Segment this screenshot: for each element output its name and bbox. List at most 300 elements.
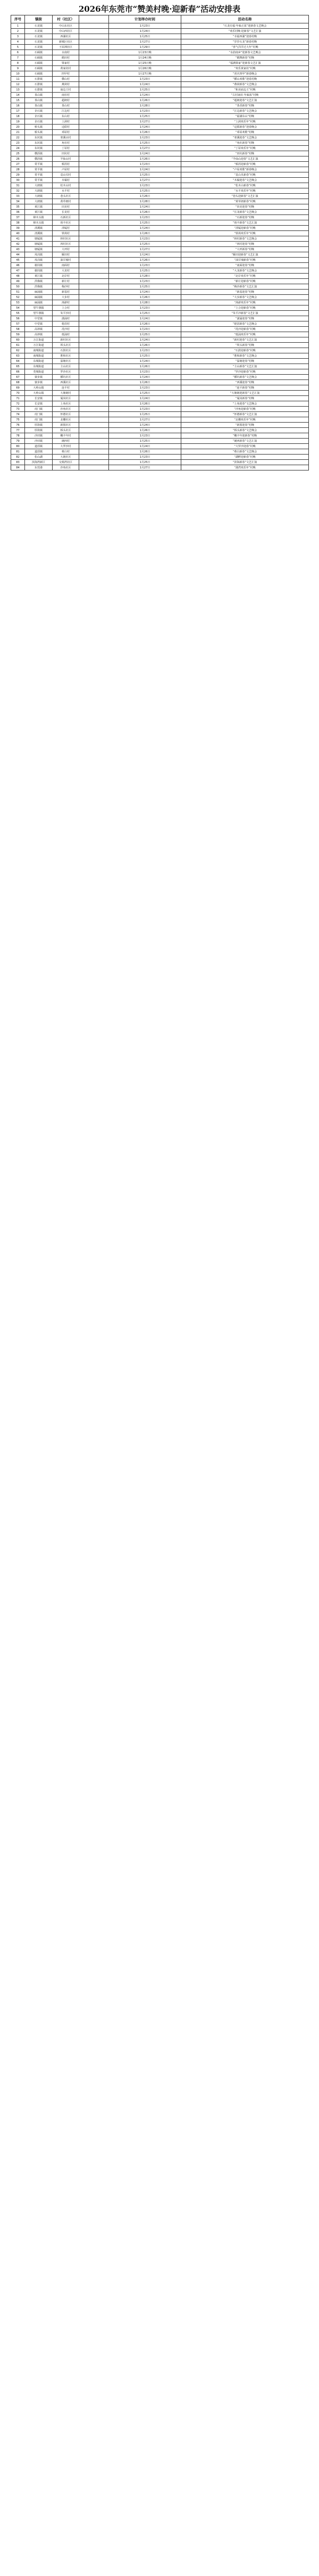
cell-venue [79,359,109,364]
table-row [11,252,309,258]
cell-village: 沙角社区 [53,407,79,412]
cell-venue [79,284,109,290]
cell-village: 怀德社区 [53,412,79,417]
cell-time: 1月26日 [109,428,181,433]
table-row [11,380,309,385]
cell-town: 石龙镇 [25,23,53,29]
cell-venue [79,103,109,109]
cell-village: 中山西社区 [53,29,79,34]
cell-time: 1月26日 [109,401,181,407]
cell-name: “港湾欢乐年”村晚 [181,465,309,470]
cell-village: 大塘朗村 [53,391,79,396]
cell-no: 69 [11,385,25,391]
table-row [11,39,309,45]
table-row [11,274,309,279]
cell-name: “裕丰新春”文艺汇演 [181,220,309,226]
cell-name: “槎滘新春”文艺晚会 [181,321,309,327]
cell-venue [79,279,109,284]
cell-time: 1月28日 [109,199,181,204]
cell-venue [79,268,109,274]
table-row [11,119,309,125]
table-row [11,188,309,194]
cell-no: 64 [11,359,25,364]
cell-no: 80 [11,444,25,449]
cell-time: 1月27日晚 [109,71,181,77]
cell-venue [79,93,109,98]
cell-time: 1月27日 [109,39,181,45]
cell-town: 常平镇 [25,172,53,178]
cell-town: 樟木头镇 [25,220,53,226]
table-row [11,348,309,353]
cell-no: 76 [11,423,25,428]
table-row [11,210,309,215]
header-row [11,15,309,23]
cell-town: 企石镇 [25,114,53,119]
cell-no: 67 [11,375,25,380]
cell-name: “邓屋欢歌”村晚 [181,130,309,135]
cell-town: 东莞港 [25,465,53,470]
cell-time: 1月24日 [109,396,181,401]
cell-no: 22 [11,135,25,141]
cell-town: 虎门镇 [25,417,53,423]
cell-name: “滨海新春”文艺汇演 [181,460,309,465]
cell-name: “新基迎春”村晚 [181,290,309,295]
table-row [11,162,309,167]
cell-venue [79,444,109,449]
cell-venue [79,391,109,396]
cell-venue [79,242,109,247]
cell-time: 1月24日 [109,82,181,87]
table-row [11,23,309,29]
cell-town: 塘厦镇 [25,247,53,252]
cell-no: 8 [11,61,25,66]
cell-time: 1月25日 [109,114,181,119]
cell-time: 1月23日 [109,385,181,391]
table-row [11,396,309,401]
cell-town: 塘厦镇 [25,242,53,247]
cell-no: 47 [11,268,25,274]
cell-time: 1月26日 [109,364,181,369]
cell-venue [79,71,109,77]
cell-venue [79,130,109,135]
table-row [11,375,309,380]
table-row [11,279,309,284]
cell-town: 南城街道 [25,348,53,353]
cell-village: 东山村 [53,114,79,119]
cell-venue [79,423,109,428]
cell-village: 南社村 [53,93,79,98]
cell-village: 袁山贝村 [53,172,79,178]
schedule-table [11,15,309,470]
cell-no: 75 [11,417,25,423]
cell-name: “石龙有福·年味正浓”迎新春文艺晚会 [181,23,309,29]
cell-venue [79,141,109,146]
cell-venue [79,380,109,385]
cell-name: “鹤舞新春”村晚 [181,55,309,61]
cell-no: 11 [11,77,25,82]
cell-village: 新庄村 [53,279,79,284]
table-row [11,98,309,103]
cell-village: 冼沙村 [53,327,79,332]
table-row [11,135,309,141]
cell-village: 寒溪水村 [53,135,79,141]
cell-venue [79,455,109,460]
cell-time: 1月25日 [109,332,181,337]
cell-time: 1月26日 [109,258,181,263]
cell-village: 北岸村 [53,274,79,279]
cell-village: 温塘社区 [53,359,79,364]
cell-venue [79,385,109,391]
cell-name: “上合迎新春”村晚 [181,306,309,311]
table-row [11,50,309,55]
cell-town: 石排镇 [25,77,53,82]
cell-town: 东坑镇 [25,146,53,151]
cell-time: 1月27日 [109,119,181,125]
cell-venue [79,311,109,316]
cell-venue [79,401,109,407]
table-row [11,151,309,156]
cell-name: “水平欢乐年”村晚 [181,188,309,194]
table-row [11,327,309,332]
cell-no: 3 [11,34,25,39]
cell-village: 低涌村 [53,332,79,337]
cell-time: 1月25日 [109,188,181,194]
cell-time: 1月25日 [109,34,181,39]
cell-town: 樟木头镇 [25,215,53,220]
table-row [11,130,309,135]
table-row [11,194,309,199]
cell-time: 1月23日晚 [109,50,181,55]
cell-time: 1月26日晚 [109,66,181,71]
cell-time: 1月25日 [109,242,181,247]
cell-name: “江边新春”文艺晚会 [181,109,309,114]
table-row [11,284,309,290]
table-row [11,156,309,162]
cell-village: 巷头社区 [53,194,79,199]
cell-town: 寮步镇 [25,380,53,385]
cell-town: 茶山镇 [25,93,53,98]
cell-town: 松山湖 [25,455,53,460]
cell-venue [79,114,109,119]
cell-venue [79,417,109,423]
cell-town: 高埗镇 [25,327,53,332]
cell-village: 水南村 [53,50,79,55]
cell-village: 中山东社区 [53,23,79,29]
cell-name: “角社新春”村晚 [181,141,309,146]
cell-village: 丁屋村 [53,146,79,151]
table-row [11,295,309,300]
cell-venue [79,321,109,327]
cell-no: 32 [11,188,25,194]
cell-no: 49 [11,279,25,284]
cell-no: 66 [11,369,25,375]
cell-time: 1月23日 [109,279,181,284]
cell-venue [79,306,109,311]
cell-time: 1月23日 [109,109,181,114]
cell-time: 1月24日 [109,204,181,210]
cell-no: 30 [11,178,25,183]
cell-town: 望牛墩镇 [25,311,53,316]
cell-no: 39 [11,226,25,231]
table-row [11,391,309,396]
cell-no: 9 [11,66,25,71]
table-row [11,263,309,268]
cell-time: 1月24日 [109,423,181,428]
table-body [11,23,309,470]
cell-name: “巷头迎新春”文艺汇演 [181,194,309,199]
cell-town: 东坑镇 [25,135,53,141]
cell-venue [79,258,109,263]
cell-venue [79,439,109,444]
cell-venue [79,343,109,348]
header-venue [79,15,109,23]
cell-venue [79,66,109,71]
table-row [11,369,309,375]
cell-town: 企石镇 [25,119,53,125]
table-row [11,93,309,98]
cell-time: 1月25日 [109,391,181,396]
table-row [11,401,309,407]
cell-no: 43 [11,247,25,252]
cell-no: 33 [11,194,25,199]
cell-name: “新围迎春”村晚 [181,423,309,428]
cell-venue [79,125,109,130]
cell-name: “雁田迎新春”文艺汇演 [181,252,309,258]
cell-no: 13 [11,87,25,93]
cell-no: 6 [11,50,25,55]
cell-venue [79,45,109,50]
cell-town: 常平镇 [25,178,53,183]
cell-time: 1月23日 [109,162,181,167]
cell-time: 1月29日 [109,45,181,50]
table-row [11,343,309,348]
cell-village: 上合村 [53,306,79,311]
table-row [11,460,309,465]
cell-no: 58 [11,327,25,332]
cell-no: 12 [11,82,25,87]
cell-venue [79,220,109,226]
cell-no: 37 [11,215,25,220]
table-row [11,290,309,295]
table-row [11,29,309,34]
cell-no: 42 [11,242,25,247]
table-row [11,321,309,327]
cell-town: 大朗镇 [25,188,53,194]
cell-time: 1月23日 [109,23,181,29]
cell-name: “温塘迎春”村晚 [181,359,309,364]
cell-village: 江边村 [53,109,79,114]
cell-no: 73 [11,407,25,412]
header-name: 活动名称 [181,15,309,23]
cell-venue [79,119,109,125]
cell-name: “怀德新春”文艺汇演 [181,412,309,417]
table-row [11,364,309,369]
cell-venue [79,98,109,103]
cell-time: 1月24日 [109,337,181,343]
cell-name: “罗沙迎新春”村晚 [181,369,309,375]
table-row [11,247,309,252]
cell-no: 59 [11,332,25,337]
cell-venue [79,204,109,210]
cell-time: 1月23日 [109,348,181,353]
cell-town: 沙田镇 [25,439,53,444]
cell-name: “黄草朗新春”村晚 [181,199,309,204]
cell-no: 68 [11,380,25,385]
cell-village: 朱平沙村 [53,311,79,316]
cell-name: “上角迎春”文艺晚会 [181,401,309,407]
cell-time: 1月24日晚 [109,55,181,61]
cell-time: 1月23日 [109,183,181,188]
cell-venue [79,151,109,156]
cell-town: 塘厦镇 [25,236,53,242]
cell-town: 麻涌镇 [25,300,53,306]
cell-name: “桥头新春”文艺晚会 [181,428,309,433]
cell-town: 莞城街道 [25,369,53,375]
table-row [11,236,309,242]
cell-name: “袁山贝新春”村晚 [181,172,309,178]
cell-town: 横沥镇 [25,156,53,162]
cell-village: 新城区社区 [53,39,79,45]
cell-town: 厚街镇 [25,428,53,433]
cell-venue [79,274,109,279]
cell-town: 凤岗镇 [25,258,53,263]
cell-town: 大岭山镇 [25,391,53,396]
cell-venue [79,327,109,332]
cell-village: 木棆村 [53,178,79,183]
cell-venue [79,332,109,337]
cell-town: 东城街道 [25,359,53,364]
table-row [11,258,309,263]
cell-venue [79,135,109,141]
cell-town: 石碣镇 [25,61,53,66]
table-row [11,82,309,87]
cell-time: 1月25日晚 [109,61,181,66]
cell-time: 1月24日 [109,167,181,172]
cell-venue [79,396,109,401]
cell-village: 田坑村 [53,151,79,156]
cell-name: “坝头新春”村晚 [181,343,309,348]
cell-village: 梁家村 [53,61,79,66]
cell-village: 油甘埔村 [53,258,79,263]
cell-town: 厚街镇 [25,423,53,428]
cell-town: 石排镇 [25,82,53,87]
cell-town: 黄江镇 [25,210,53,215]
cell-name: “低涌欢乐年”村晚 [181,332,309,337]
cell-name: “卢屋欢歌”新春晚会 [181,167,309,172]
table-row [11,220,309,226]
cell-town: 横沥镇 [25,151,53,156]
cell-no: 63 [11,353,25,359]
table-row [11,439,309,444]
cell-venue [79,34,109,39]
cell-town: 黄江镇 [25,274,53,279]
cell-name: “林村新春”文艺晚会 [181,236,309,242]
cell-time: 1月27日 [109,247,181,252]
cell-name: “朱平沙新春”文艺汇演 [181,311,309,316]
cell-venue [79,369,109,375]
cell-name: “水韵南乡”迎新春文艺晚会 [181,50,309,55]
cell-name: “超朗迎春”文艺汇演 [181,98,309,103]
cell-village: 主山社区 [53,364,79,369]
cell-town: 大朗镇 [25,199,53,204]
cell-time: 1月24日 [109,359,181,364]
cell-name: “沙角迎新春”村晚 [181,407,309,412]
cell-no: 61 [11,343,25,348]
cell-town: 石龙镇 [25,39,53,45]
cell-venue [79,290,109,295]
cell-venue [79,226,109,231]
cell-venue [79,178,109,183]
cell-village: 坝头社区 [53,343,79,348]
cell-no: 17 [11,109,25,114]
cell-name: “潢涌迎春”村晚 [181,316,309,321]
cell-no: 27 [11,162,25,167]
table-row [11,407,309,412]
cell-no: 18 [11,114,25,119]
table-row [11,183,309,188]
cell-town: 茶山镇 [25,98,53,103]
cell-town: 石龙镇 [25,34,53,39]
cell-village: 厦岗社区 [53,396,79,401]
cell-time: 1月25日 [109,268,181,274]
table-row [11,199,309,204]
cell-venue [79,188,109,194]
cell-time: 1月23日 [109,236,181,242]
cell-name: “长龙新春”文艺晚会 [181,210,309,215]
cell-village: 北栅社区 [53,417,79,423]
cell-name: “连平新春”村晚 [181,385,309,391]
cell-village: 蔡白村 [53,449,79,455]
cell-venue [79,263,109,268]
cell-no: 46 [11,263,25,268]
cell-village: 上角社区 [53,401,79,407]
cell-no: 78 [11,433,25,439]
cell-time: 1月24日 [109,93,181,98]
cell-town: 谢岗镇 [25,263,53,268]
table-row [11,455,309,460]
table-row [11,316,309,321]
document [11,3,308,470]
cell-venue [79,449,109,455]
cell-venue [79,407,109,412]
cell-village: 黄家坊村 [53,66,79,71]
cell-time: 1月27日 [109,178,181,183]
cell-name: “厦岗新春”村晚 [181,396,309,401]
cell-village: 松木山村 [53,183,79,188]
cell-town: 望牛墩镇 [25,306,53,311]
cell-time: 1月24日 [109,316,181,321]
table-row [11,66,309,71]
cell-venue [79,87,109,93]
cell-no: 83 [11,460,25,465]
cell-village: 梅沙村 [53,284,79,290]
cell-village: 西溪社区 [53,380,79,385]
cell-venue [79,23,109,29]
cell-no: 10 [11,71,25,77]
cell-time: 1月26日 [109,449,181,455]
table-row [11,268,309,274]
cell-village: 雁田村 [53,252,79,258]
table-row [11,465,309,470]
cell-village: 新围社区 [53,423,79,428]
cell-no: 36 [11,210,25,215]
cell-venue [79,364,109,369]
cell-village: 西湖社区 [53,34,79,39]
cell-town: 石碣镇 [25,71,53,77]
table-row [11,428,309,433]
cell-town: 中堂镇 [25,316,53,321]
cell-venue [79,215,109,220]
